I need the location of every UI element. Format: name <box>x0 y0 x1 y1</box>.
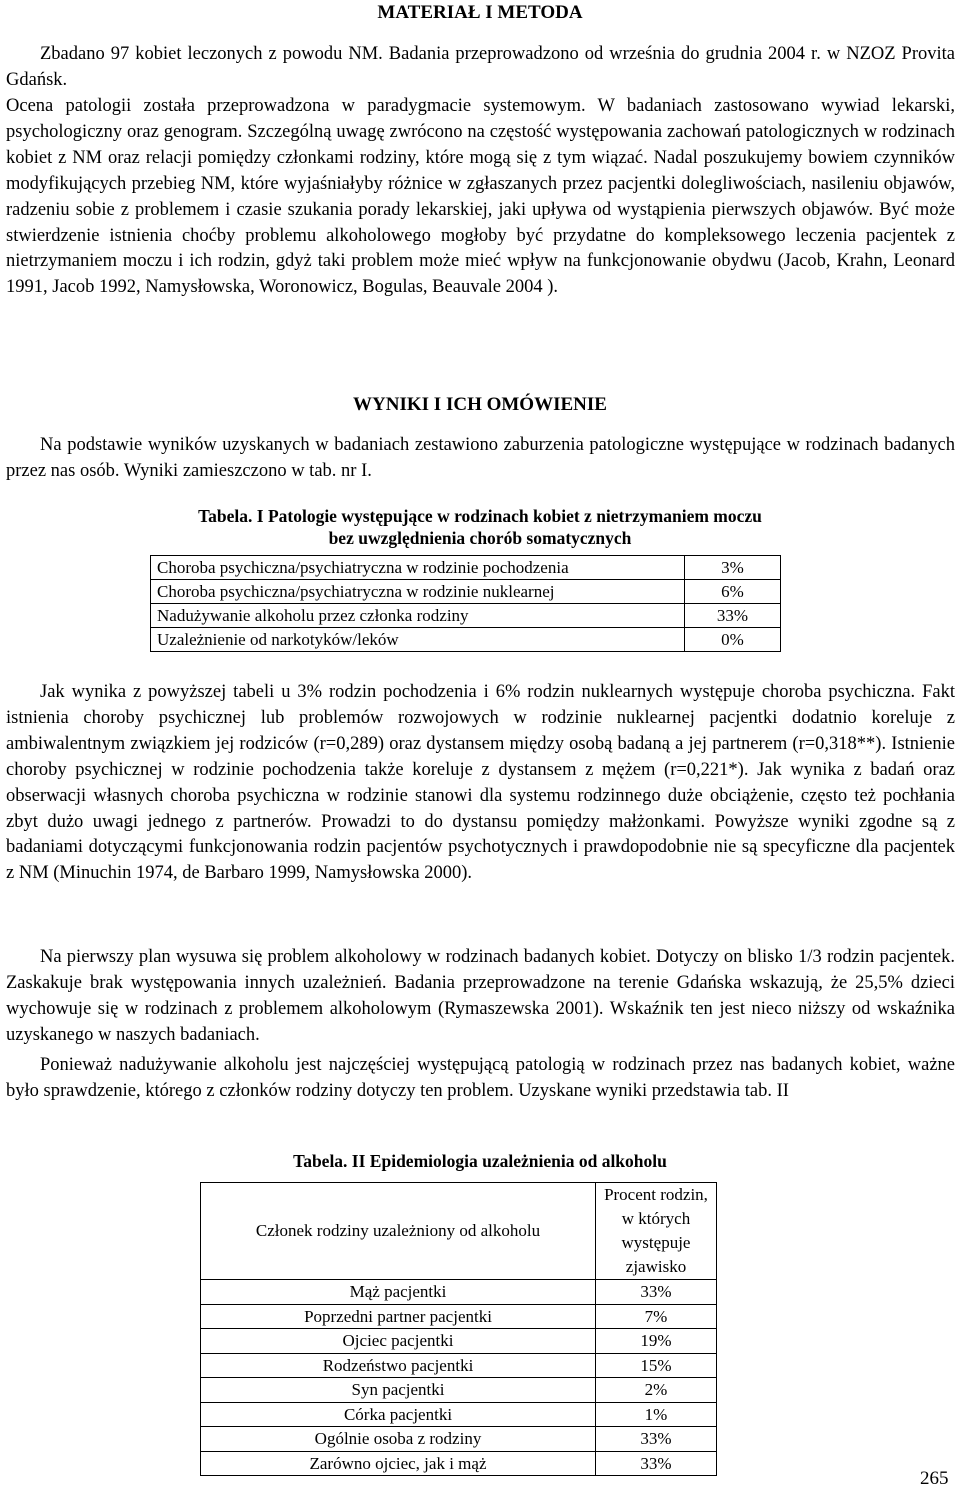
table2-header-percent-line3: występuje zjawisko <box>621 1233 691 1276</box>
table-row <box>201 1304 717 1329</box>
table2-cell-label: Mąż pacjentki <box>201 1280 596 1305</box>
table-row <box>201 1378 717 1403</box>
table1-cell-label: Choroba psychiczna/psychiatryczna w rodzinie nuklearnej <box>151 580 685 604</box>
table-row <box>201 1427 717 1452</box>
table-row <box>201 1329 717 1354</box>
table2-cell-label: Rodzeństwo pacjentki <box>201 1353 596 1378</box>
table2-header-percent <box>596 1183 717 1280</box>
table2-cell-label: Poprzedni partner pacjentki <box>201 1304 596 1329</box>
paragraph-study-group: Zbadano 97 kobiet leczonych z powodu NM. Badania przeprowadzono od września do grudnia 2004 r. w NZOZ Provita Gdańsk. <box>6 44 955 90</box>
table1-cell-value: 6% <box>685 580 781 604</box>
table2-cell-value: 33% <box>596 1451 717 1476</box>
table1-caption-line1: Tabela. I Patologie występujące w rodzinach kobiet z nietrzymaniem moczu <box>198 506 762 526</box>
table-row <box>151 628 781 652</box>
table2-cell-value: 19% <box>596 1329 717 1354</box>
table2-cell-value: 33% <box>596 1427 717 1452</box>
table1-cell-label: Choroba psychiczna/psychiatryczna w rodzinie pochodzenia <box>151 556 685 580</box>
table2-header-percent-line1: Procent rodzin, <box>604 1185 708 1204</box>
table2-cell-value: 2% <box>596 1378 717 1403</box>
section-heading-material-metoda: MATERIAŁ I METODA <box>377 2 583 23</box>
table2-header-percent-line2: w których <box>621 1209 691 1228</box>
table2-cell-label: Syn pacjentki <box>201 1378 596 1403</box>
table-header-row <box>201 1183 717 1280</box>
paragraph-discussion-psychiatric: Jak wynika z powyższej tabeli u 3% rodzin pochodzenia i 6% rodzin nuklearnych występuje choroba psychiczna. Fakt istnienia choroby psychicznej lub problemów rozwojowych w rodzinie nuklearnej pacjentki dodatnio koreluje z ambiwalentnym związkiem jej rodziców (r=0,289) oraz dystansem między osobą badaną a jej partnerem (r=0,318**). Istnienie choroby psychicznej w rodzinie pochodzenia także koreluje z dystansem z mężem (r=0,221*). Jak wynika z badań oraz obserwacji własnych choroba psychiczna w rodzinie stanowi dla systemu rodzinnego duże obciążenie, często też pochłania zbyt dużo uwagi jednego z partnerów. Prowadzi to do dystansu pomiędzy małżonkami. Powyższe wyniki zgodne są z badaniami dotyczącymi funkcjonowania rodzin pacjentów psychotycznych i prawdopodobnie nie są specyficzne dla pacjentek z NM (Minuchin 1974, de Barbaro 1999, Namysłowska 2000). <box>6 682 955 884</box>
table-row <box>151 604 781 628</box>
table1-cell-value: 33% <box>685 604 781 628</box>
paragraph-results-intro: Na podstawie wyników uzyskanych w badaniach zestawiono zaburzenia patologiczne występujące w rodzinach badanych przez nas osób. Wyniki zamieszczono w tab. nr I. <box>6 435 955 481</box>
table1-cell-label: Nadużywanie alkoholu przez członka rodziny <box>151 604 685 628</box>
paragraph-discussion-table2-intro: Ponieważ nadużywanie alkoholu jest najczęściej występującą patologią w rodzinach przez nas badanych kobiet, ważne było sprawdzenie, którego z członków rodziny dotyczy ten problem. Uzyskane wyniki przedstawia tab. II <box>6 1055 955 1101</box>
table-pathologies <box>150 555 781 652</box>
table2-cell-label: Ogólnie osoba z rodziny <box>201 1427 596 1452</box>
table-alcohol-epidemiology <box>200 1182 717 1476</box>
table1-cell-label: Uzależnienie od narkotyków/leków <box>151 628 685 652</box>
table1-cell-value: 0% <box>685 628 781 652</box>
paragraph-discussion-alcohol: Na pierwszy plan wysuwa się problem alkoholowy w rodzinach badanych kobiet. Dotyczy on blisko 1/3 rodzin pacjentek. Zaskakuje brak występowania innych uzależnień. Badania przeprowadzone na terenie Gdańska wskazują, że 25,5% dzieci wychowuje się w rodzinach z problemem alkoholowym (Rymaszewska 2001). Wskaźnik ten jest nieco niższy od wskaźnika uzyskanego w naszych badaniach. <box>6 947 955 1045</box>
table-row <box>201 1451 717 1476</box>
table1-caption-line2: bez uwzględnienia chorób somatycznych <box>328 528 632 548</box>
table-row <box>151 556 781 580</box>
paragraph-methods: Ocena patologii została przeprowadzona w paradygmacie systemowym. W badaniach zastosowano wywiad lekarski, psychologiczny oraz genogram. Szczególną uwagę zwrócono na częstość występowania zachowań patologicznych w rodzinach kobiet z NM oraz relacji pomiędzy członkami rodziny, które mogą się z tym wiązać. Nadal poszukujemy bowiem czynników modyfikujących przebieg NM, które wyjaśniałyby różnice w zgłaszanych przez pacjentki dolegliwościach, nasileniu objawów, radzeniu sobie z problemem i czasie szukania porady lekarskiej, jaki upływa od wystąpienia pierwszych objawów. Być może stwierdzenie istnienia choćby problemu alkoholowego mogłoby być przydatne do kompleksowego leczenia pacjentek z nietrzymaniem moczu i ich rodzin, gdyż taki problem może mieć wpływ na funkcjonowanie obydwu (Jacob, Krahn, Leonard 1991, Jacob 1992, Namysłowska, Woronowicz, Bogulas, Beauvale 2004 ). <box>6 96 955 298</box>
table2-header-member: Członek rodziny uzależniony od alkoholu <box>201 1183 596 1280</box>
page-number: 265 <box>920 1468 949 1489</box>
table2-cell-value: 15% <box>596 1353 717 1378</box>
table2-caption: Tabela. II Epidemiologia uzależnienia od alkoholu <box>293 1151 667 1171</box>
table2-cell-label: Zarówno ojciec, jak i mąż <box>201 1451 596 1476</box>
table2-cell-label: Ojciec pacjentki <box>201 1329 596 1354</box>
table-row <box>201 1280 717 1305</box>
table2-cell-value: 1% <box>596 1402 717 1427</box>
section-heading-wyniki: WYNIKI I ICH OMÓWIENIE <box>353 394 607 415</box>
table2-cell-value: 33% <box>596 1280 717 1305</box>
table2-cell-value: 7% <box>596 1304 717 1329</box>
table-row <box>201 1353 717 1378</box>
table-row <box>151 580 781 604</box>
table-row <box>201 1402 717 1427</box>
table1-cell-value: 3% <box>685 556 781 580</box>
table2-cell-label: Córka pacjentki <box>201 1402 596 1427</box>
